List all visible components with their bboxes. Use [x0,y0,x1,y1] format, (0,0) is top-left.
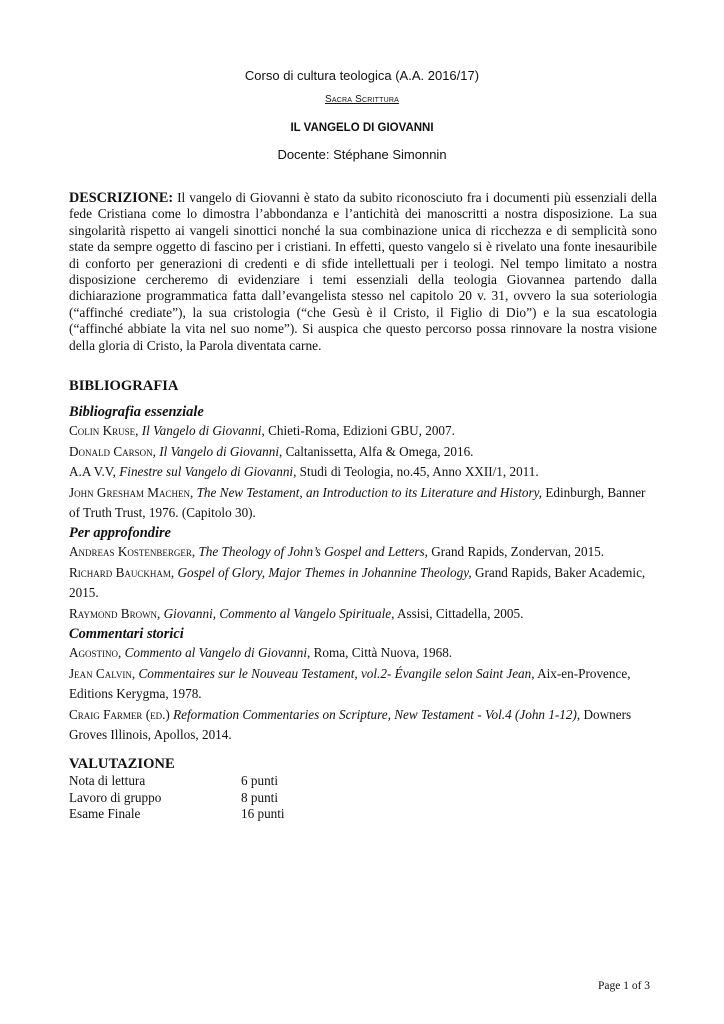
historical-heading: Commentari storici [69,626,184,642]
bibliography-heading: BIBLIOGRAFIA [69,378,179,394]
reference-item [69,462,659,483]
further-heading: Per approfondire [69,525,171,541]
reference-author: Donald Carson, [69,443,160,459]
reference-author: Jean Calvin, [69,665,139,681]
historical-list [69,643,659,746]
reference-author: John Gresham Machen, [69,484,197,500]
reference-item [69,705,659,746]
description-paragraph [69,190,657,354]
reference-details: Aix-en-Provence, Editions Kerygma, 1978. [69,665,631,702]
reference-item [69,563,659,604]
reference-details: Assisi, Cittadella, 2005. [394,605,524,621]
course-title: Corso di cultura teologica (A.A. 2016/17) [244,68,480,83]
reference-author: Andreas Kostenberger, [69,544,199,559]
reference-title: Gospel of Glory, Major Themes in Johannine Theology, [177,564,472,580]
reference-item [69,442,659,463]
reference-title: The New Testament, an Introduction to its Literature and History, [196,484,543,500]
reference-author: Raymond Brown, [69,605,164,621]
evaluation-points: 16 punti [241,806,285,821]
description-text: Il vangelo di Giovanni è stato da subito riconosciuto fra i documenti più essenziali della fede Cristiana come lo dimostra l’abbondanza e l’antichità dei manoscritti a nostra disposizione. La sua singolarità rispetto ai vangeli sinottici nonché la sua combinazione unica di ricchezza e di semplicità sono state da sempre oggetto di fascino per i cristiani. In effetti, questo vangelo si è rivelato una fonte inesauribile di conforto per generazioni di credenti e di sfide intellettuali per i teologi. Nel tempo limitato a nostra disposizione cercheremo di evidenziare i temi essenziali della teologia Giovannea partendo dalla dichiarazione programmatica fatta dall’evangelista stesso nel capitolo 20 v. 31, ovvero la sua soteriologia (“affinché crediate”), la sua cristologia (“che Gesù è il Cristo, il Figlio di Dio”) e la sua escatologia (“affinché abbiate la vita nel suo nome”). Si auspica che questo percorso possa rinnovare la nostra visione della gloria di Cristo, la Parola diventata carne. [69,190,657,353]
evaluation-heading: VALUTAZIONE [69,756,175,772]
teacher-name: Docente: Stéphane Simonnin [277,147,447,162]
evaluation-label: Esame Finale [69,806,141,821]
reference-title: The Theology of John’s Gospel and Letters, [198,544,428,559]
reference-author: A.A V.V, [69,464,120,480]
reference-details: Edinburgh, Banner of Truth Trust, 1976. (Capitolo 30). [69,484,646,521]
reference-details: , Caltanissetta, Alfa & Omega, 2016. [279,443,474,459]
reference-title: Giovanni, Commento al Vangelo Spirituale, [163,605,395,621]
essential-heading: Bibliografia essenziale [69,404,204,420]
evaluation-label: Nota di lettura [69,773,146,788]
reference-details: Grand Rapids, Zondervan, 2015. [427,544,605,559]
reference-title: Reformation Commentaries on Scripture, New Testament - Vol.4 (John 1-12) [173,706,577,722]
reference-title: Finestre sul Vangelo di Giovanni, [119,464,297,480]
reference-title: Commentaires sur le Nouveau Testament, vol.2- Évangile selon Saint Jean, [138,665,535,681]
reference-details: Grand Rapids, Baker Academic, 2015. [69,564,646,601]
evaluation-row [69,790,278,806]
reference-details: , Downers Groves Illinois, Apollos, 2014. [69,706,632,743]
reference-details: , Chieti-Roma, Edizioni GBU, 2007. [261,423,455,438]
reference-details: Studi di Teologia, no.45, Anno XXII/1, 2011. [296,464,539,480]
further-list [69,542,659,624]
evaluation-row [69,773,278,789]
reference-item [69,664,659,705]
reference-author: Craig Farmer (ed.) [69,706,174,722]
reference-author: Colin Kruse, [69,423,142,438]
evaluation-points: 6 punti [241,773,278,788]
evaluation-points: 8 punti [241,790,278,805]
reference-item [69,483,659,524]
reference-author: Agostino, [69,645,125,660]
reference-title: Il Vangelo di Giovanni [141,423,262,438]
reference-item [69,604,659,625]
evaluation-label: Lavoro di gruppo [69,790,162,805]
page-number: Page 1 of 3 [598,980,651,992]
essential-list [69,421,659,524]
reference-item [69,542,659,563]
reference-item [69,421,659,442]
description-label: DESCRIZIONE: [69,190,174,206]
reference-item [69,643,659,664]
reference-details: Roma, Città Nuova, 1968. [310,645,453,660]
subject-label: Sacra Scrittura [325,94,399,105]
document-title: IL VANGELO DI GIOVANNI [290,122,434,134]
reference-author: Richard Bauckham, [69,564,178,580]
reference-title: Commento al Vangelo di Giovanni, [124,645,311,660]
evaluation-row [69,806,285,822]
reference-title: Il Vangelo di Giovanni [159,443,279,459]
